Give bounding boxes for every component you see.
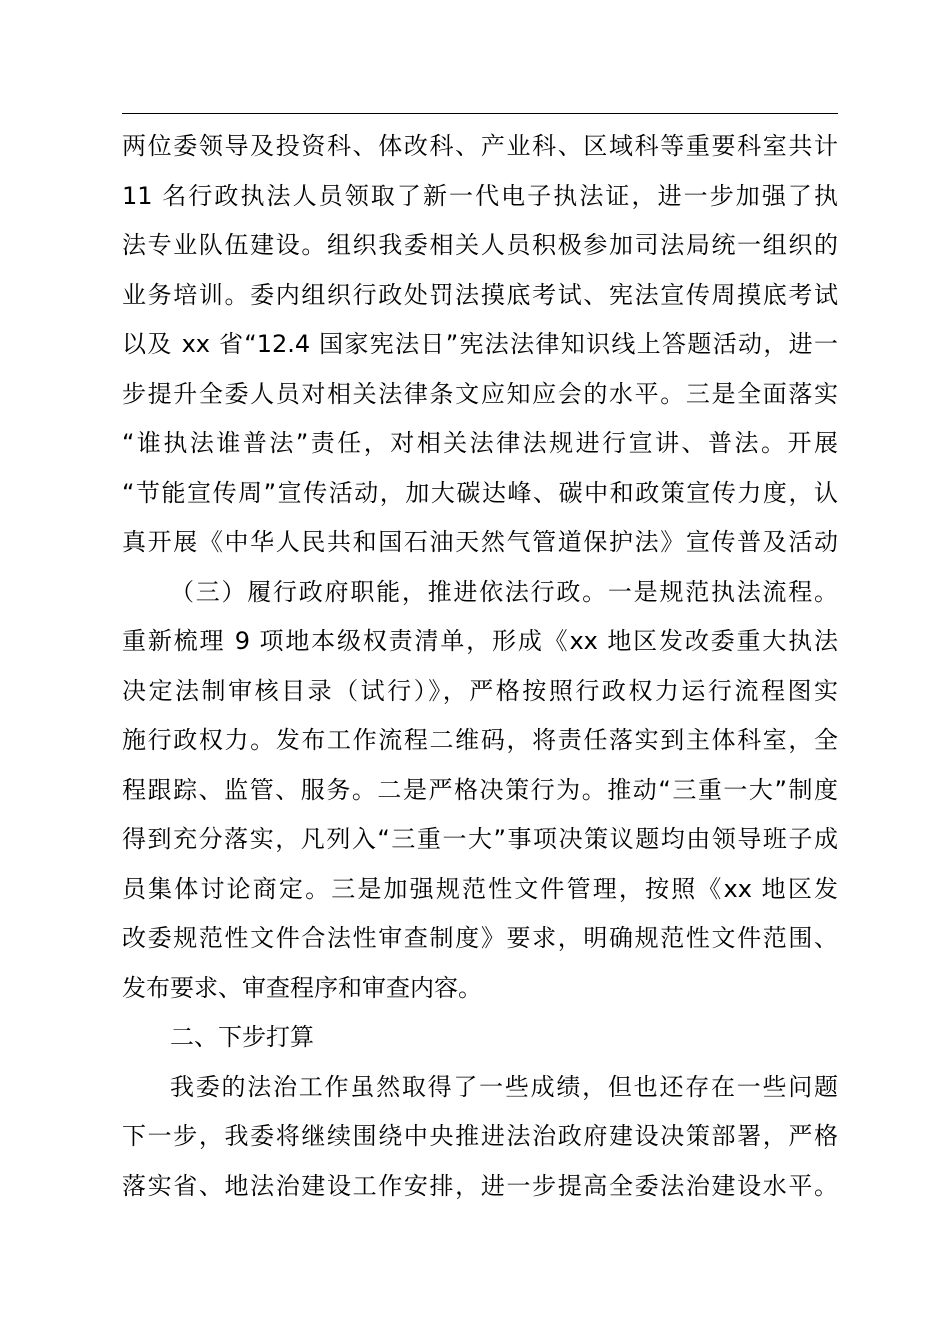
- paragraph-first-line: 我委的法治工作虽然取得了一些成绩，但也还存在一些问题: [170, 1072, 838, 1101]
- body-text: [122, 122, 838, 1211]
- text-line: 决定法制审核目录（试行）》，严格按照行政权力运行流程图实: [122, 676, 838, 705]
- section-heading-line: （三）履行政府职能，推进依法行政。一是规范执法流程。: [170, 577, 838, 606]
- text-line: 11 名行政执法人员领取了新一代电子执法证，进一步加强了执: [122, 181, 838, 210]
- text-line: “节能宣传周”宣传活动，加大碳达峰、碳中和政策宣传力度，认: [122, 478, 838, 507]
- text-line: “谁执法谁普法”责任，对相关法律法规进行宣讲、普法。开展: [122, 429, 838, 457]
- text-line: 两位委领导及投资科、体改科、产业科、区域科等重要科室共计: [122, 132, 838, 160]
- text-line: 步提升全委人员对相关法律条文应知应会的水平。三是全面落实: [122, 379, 838, 408]
- text-line: 员集体讨论商定。三是加强规范性文件管理，按照《xx 地区发: [122, 874, 838, 903]
- text-line: 重新梳理 9 项地本级权责清单，形成《xx 地区发改委重大执法: [122, 627, 838, 655]
- text-line: 真开展《中华人民共和国石油天然气管道保护法》宣传普及活动: [122, 528, 838, 556]
- text-line: 业务培训。委内组织行政处罚法摸底考试、宪法宣传周摸底考试: [122, 280, 838, 309]
- text-line: 法专业队伍建设。组织我委相关人员积极参加司法局统一组织的: [122, 231, 838, 259]
- text-line: 下一步，我委将继续围绕中央推进法治政府建设决策部署，严格: [122, 1122, 838, 1150]
- text-line: 以及 xx 省“12.4 国家宪法日”宪法法律知识线上答题活动，进一: [122, 330, 838, 358]
- section-heading: 二、下步打算: [170, 1023, 314, 1051]
- text-line: 施行政权力。发布工作流程二维码，将责任落实到主体科室，全: [122, 726, 838, 754]
- text-line: 程跟踪、监管、服务。二是严格决策行为。推动“三重一大”制度: [122, 775, 838, 804]
- text-line-last: 发布要求、审查程序和审查内容。: [122, 973, 482, 1002]
- text-line: 得到充分落实，凡列入“三重一大”事项决策议题均由领导班子成: [122, 825, 838, 853]
- header-rule: [122, 113, 838, 114]
- text-line: 落实省、地法治建设工作安排，进一步提高全委法治建设水平。: [122, 1171, 838, 1200]
- text-line: 改委规范性文件合法性审查制度》要求，明确规范性文件范围、: [122, 924, 838, 952]
